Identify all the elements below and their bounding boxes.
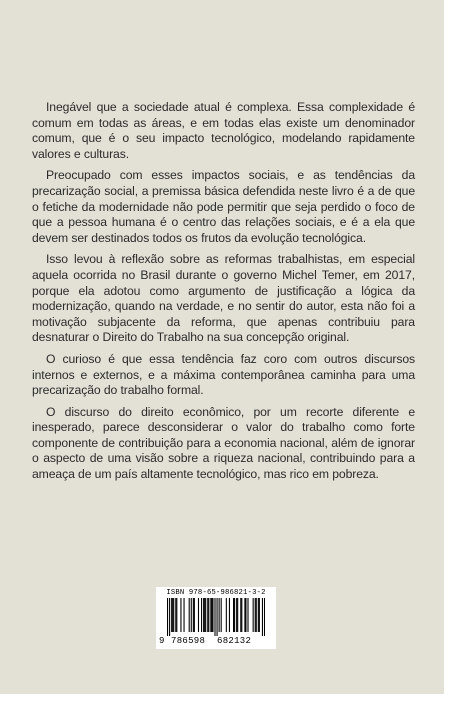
page-edge-bottom: [0, 694, 450, 705]
barcode-bar: [237, 598, 238, 632]
barcode-bar: [208, 598, 209, 632]
barcode-digit-first: 9: [159, 636, 165, 646]
page-edge-right: [444, 0, 450, 694]
blurb-paragraph: Isso levou à reflexão sobre as reformas trabalhistas, em especial aquela ocorrida no Brasil durante o governo Michel Temer, em 2017, porque ela adotou como argumento de justificação a lógica da modernização, quando na verdade, e no sentir do autor, esta não foi a motivação subjacente da reforma, que apenas contribuiu para desnaturar o Direito do Trabalho na sua concepção original.: [32, 252, 415, 345]
barcode-bar: [173, 598, 174, 632]
barcode-bar: [258, 598, 259, 632]
barcode-bar: [194, 598, 195, 632]
barcode-bar: [172, 598, 173, 632]
barcode-guard-bar: [214, 598, 215, 636]
barcode-bar: [210, 598, 211, 632]
barcode-bar: [180, 598, 181, 632]
barcode-bar: [205, 598, 206, 632]
blurb-paragraph: Preocupado com esses impactos sociais, e as tendências da precarização social, a premissa básica defendida neste livro é a de que o fetiche da modernidade não pode permitir que seja perdido o foco de que a pessoa humana é o centro das relações sociais, e é a ela que devem ser destinados todos os frutos da evolução tecnológica.: [32, 168, 415, 245]
barcode-bar: [233, 598, 234, 632]
barcode-bar: [221, 598, 222, 632]
barcode-bar: [253, 598, 254, 632]
barcode-bar: [201, 598, 202, 632]
barcode-guard-bar: [264, 598, 265, 636]
barcode-bar: [191, 598, 192, 632]
barcode-digits-left: 786598: [171, 636, 206, 646]
blurb-paragraph: Inegável que a sociedade atual é complexa. Essa complexidade é comum em todas as áreas, e em todas elas existe um denominador comum, que é o seu impacto tecnológico, modelando rapidamente valores e culturas.: [32, 100, 415, 161]
blurb-paragraph: O discurso do direito econômico, por um recorte diferente e inesperado, parece desconsiderar o valor do trabalho como forte componente de contribuição para a economia nacional, além de ignorar o aspecto de uma visão sobre a riqueza nacional, contribuindo para a ameaça de um país altamente tecnológico, mas rico em pobreza.: [32, 404, 415, 482]
barcode-bar: [229, 598, 230, 632]
blurb-text: [32, 100, 415, 489]
barcode-bar: [207, 598, 208, 632]
barcode-bar: [234, 598, 235, 632]
barcode-bar: [189, 598, 190, 632]
barcode-bar: [175, 598, 176, 632]
barcode-bar: [245, 598, 246, 632]
barcode-bar: [256, 598, 257, 632]
isbn-label: ISBN 978-65-986821-3-2: [166, 589, 266, 597]
isbn-barcode: [156, 587, 276, 649]
barcode-guard-bar: [217, 598, 218, 636]
barcode-guard-bar: [169, 598, 170, 636]
barcode-bar: [255, 598, 256, 632]
barcode-bar: [211, 598, 212, 632]
barcode-bar: [247, 598, 248, 632]
barcode-bars: [167, 598, 265, 636]
barcode-bar: [203, 598, 204, 632]
barcode-bar: [204, 598, 205, 632]
barcode-bar: [184, 598, 185, 632]
blurb-paragraph: O curioso é que essa tendência faz coro com outros discursos internos e externos, e a máxima contemporânea caminha para uma precarização do trabalho formal.: [32, 351, 415, 398]
barcode-bar: [240, 598, 241, 632]
barcode-bar: [212, 598, 213, 632]
barcode-bar: [259, 598, 260, 632]
barcode-bar: [219, 598, 220, 632]
barcode-guard-bar: [262, 598, 263, 636]
barcode-bar: [236, 598, 237, 632]
barcode-bar: [226, 598, 227, 632]
barcode-digits-right: 682132: [217, 636, 252, 646]
barcode-bar: [193, 598, 194, 632]
barcode-bar: [171, 598, 172, 632]
barcode-bar: [176, 598, 177, 632]
barcode-bar: [244, 598, 245, 632]
barcode-guard-bar: [167, 598, 168, 636]
barcode-bar: [241, 598, 242, 632]
barcode-bar: [198, 598, 199, 632]
